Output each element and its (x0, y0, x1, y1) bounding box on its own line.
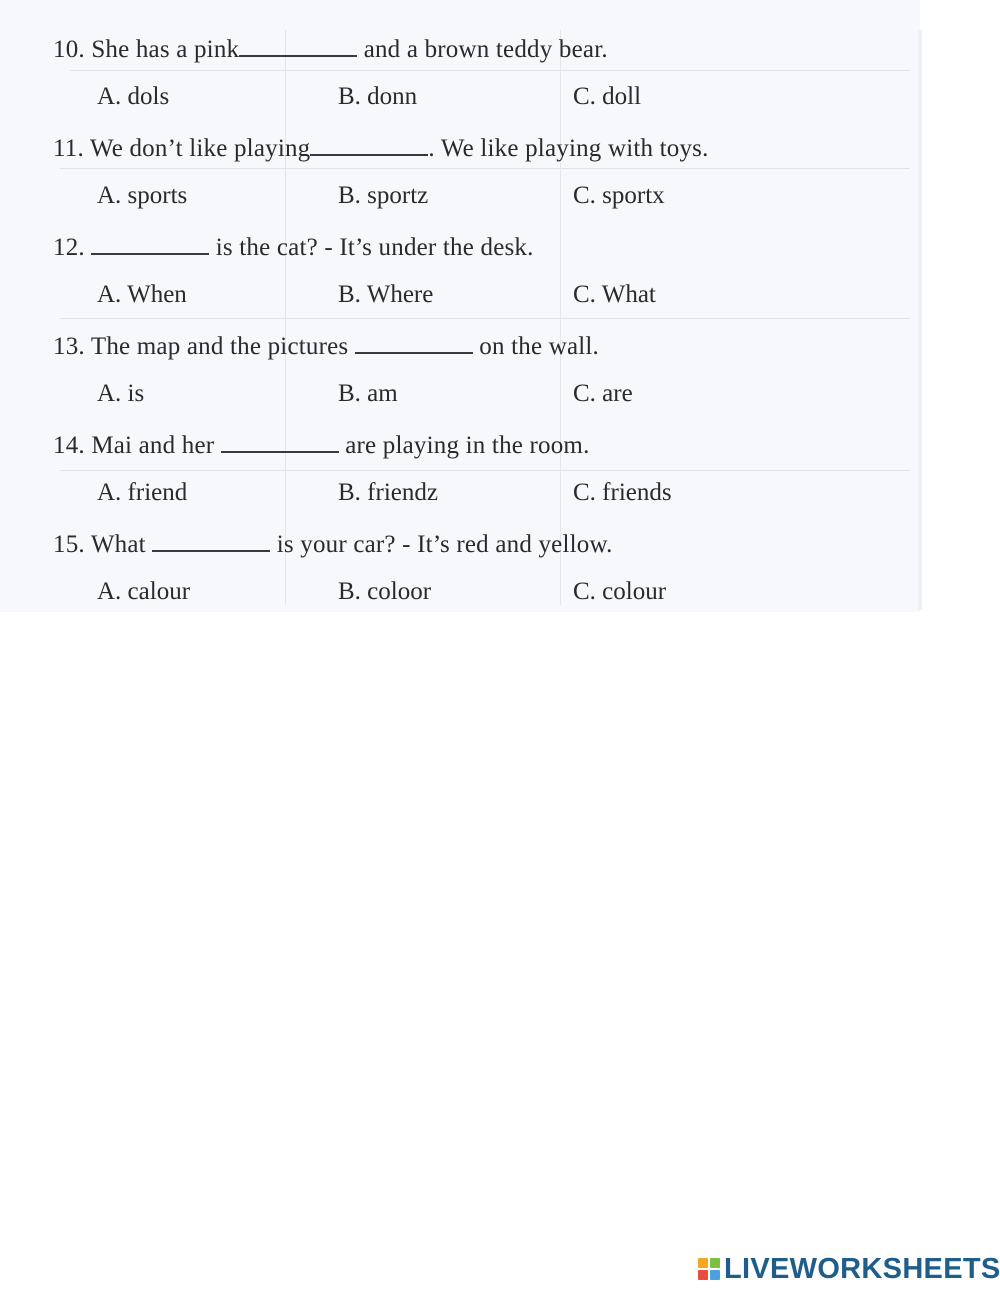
option-a[interactable]: A. is (97, 380, 145, 407)
question-text-before: Mai and her (91, 432, 215, 459)
logo-square (698, 1258, 708, 1268)
option-a[interactable]: A. sports (97, 182, 188, 209)
option-a[interactable]: A. dols (97, 83, 170, 110)
bleed-through-rule (60, 318, 910, 319)
option-c[interactable]: C. colour (573, 578, 667, 605)
liveworksheets-logo-icon (698, 1258, 720, 1280)
question-12 (53, 231, 534, 263)
logo-square (698, 1270, 708, 1280)
answer-blank[interactable] (310, 132, 428, 156)
option-c[interactable]: C. doll (573, 83, 642, 110)
option-a[interactable]: A. calour (97, 578, 191, 605)
question-13 (53, 330, 599, 362)
option-b[interactable]: B. Where (338, 281, 434, 308)
answer-blank[interactable] (221, 429, 339, 453)
question-text-after: is your car? - It’s red and yellow. (276, 531, 613, 558)
question-10 (53, 33, 608, 65)
option-c[interactable]: C. friends (573, 479, 672, 506)
question-text-before: She has a pink (91, 36, 240, 63)
question-text-before: The map and the pictures (90, 333, 349, 360)
option-b[interactable]: B. sportz (338, 182, 429, 209)
question-number: 15. (53, 531, 85, 558)
question-number: 14. (53, 432, 85, 459)
logo-square (710, 1258, 720, 1268)
bleed-through-rule (560, 30, 561, 605)
question-text-after: and a brown teddy bear. (363, 36, 608, 63)
question-number: 13. (53, 333, 85, 360)
question-text-before: What (90, 531, 146, 558)
answer-blank[interactable] (91, 231, 209, 255)
option-a[interactable]: A. When (97, 281, 187, 308)
question-text-after: on the wall. (479, 333, 599, 360)
question-text-after: are playing in the room. (345, 432, 590, 459)
question-number: 11. (53, 135, 84, 162)
answer-blank[interactable] (239, 33, 357, 57)
question-11 (53, 132, 709, 164)
bleed-through-rule (60, 168, 910, 169)
option-c[interactable]: C. are (573, 380, 633, 407)
question-text-after: . We like playing with toys. (428, 135, 709, 162)
option-b[interactable]: B. coloor (338, 578, 432, 605)
bleed-through-rule (285, 30, 286, 605)
bleed-through-rule (70, 70, 910, 71)
question-number: 12. (53, 234, 85, 261)
question-15 (53, 528, 613, 560)
bleed-through-rule (60, 470, 910, 471)
question-number: 10. (53, 36, 85, 63)
option-c[interactable]: C. What (573, 281, 656, 308)
logo-square (710, 1270, 720, 1280)
option-a[interactable]: A. friend (97, 479, 188, 506)
scan-edge (918, 30, 922, 610)
question-text-before: We don’t like playing (89, 135, 311, 162)
option-b[interactable]: B. donn (338, 83, 418, 110)
option-c[interactable]: C. sportx (573, 182, 665, 209)
liveworksheets-logo[interactable] (698, 1251, 1000, 1287)
answer-blank[interactable] (355, 330, 473, 354)
answer-blank[interactable] (152, 528, 270, 552)
question-text-after: is the cat? - It’s under the desk. (215, 234, 534, 261)
option-b[interactable]: B. friendz (338, 479, 438, 506)
logo-text: LIVEWORKSHEETS (724, 1252, 1000, 1285)
option-b[interactable]: B. am (338, 380, 398, 407)
question-14 (53, 429, 590, 461)
